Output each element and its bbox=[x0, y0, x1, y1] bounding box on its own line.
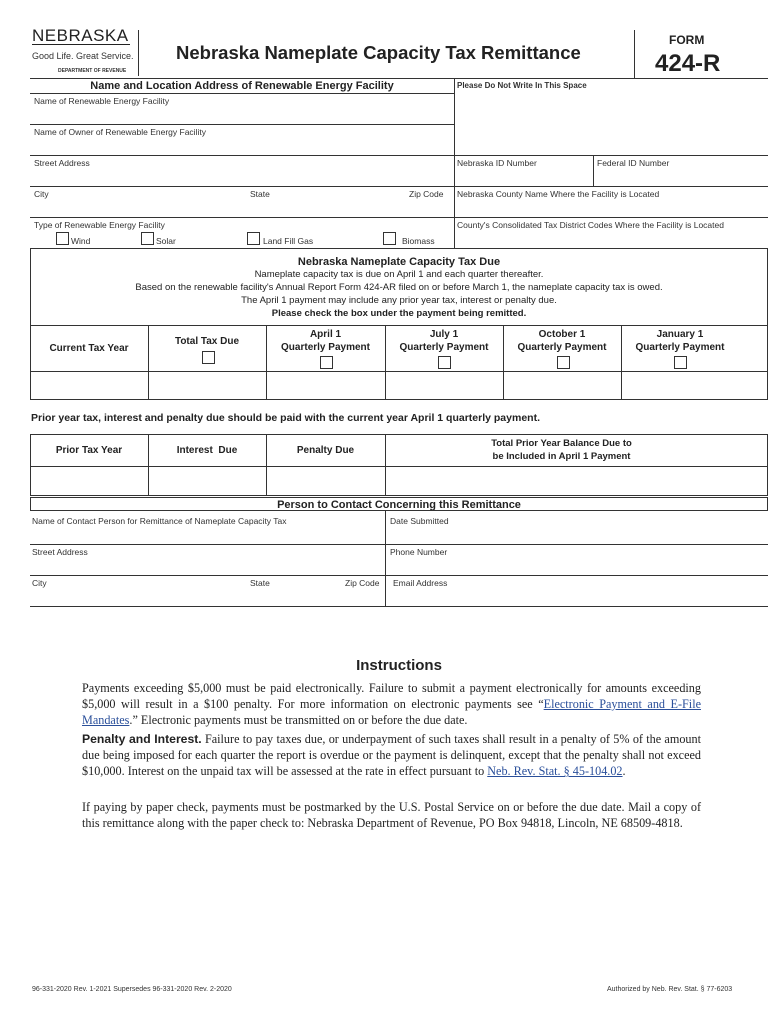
facility-city-label: City bbox=[34, 189, 49, 199]
instructions-title: Instructions bbox=[356, 657, 442, 674]
statute-link[interactable]: Neb. Rev. Stat. § 45-104.02 bbox=[487, 764, 623, 778]
logo-text: NEBRASKA bbox=[32, 26, 129, 45]
land-fill-gas-checkbox[interactable] bbox=[247, 232, 260, 245]
april-payment-checkbox[interactable] bbox=[320, 356, 333, 369]
interest-due-field[interactable] bbox=[149, 467, 266, 495]
july-header-line-1: July 1 bbox=[429, 329, 459, 340]
july-payment-field[interactable] bbox=[386, 372, 503, 400]
office-use-label: Please Do Not Write In This Space bbox=[457, 81, 587, 90]
october-header-line-2: Quarterly Payment bbox=[517, 342, 607, 353]
rule bbox=[30, 325, 768, 326]
april-header-line-1: April 1 bbox=[309, 329, 342, 340]
p2-text-a: Failure to pay taxes due, or underpayment of such taxes shall result in a penalty of 5% of the amount due being imposed for each quarter the report is overdue or the payment is delinquent, except that the penalty shall not exceed $10,000. Interest on the unpaid tax will be assessed at the rate in effect pursuant to bbox=[82, 732, 701, 778]
email-address-field[interactable] bbox=[386, 589, 768, 606]
wind-checkbox[interactable] bbox=[56, 232, 69, 245]
july-header-line-2: Quarterly Payment bbox=[399, 342, 489, 353]
biomass-checkbox[interactable] bbox=[383, 232, 396, 245]
facility-zip-label: Zip Code bbox=[409, 189, 444, 199]
rule bbox=[30, 510, 768, 511]
rule bbox=[30, 497, 768, 498]
penalty-due-field[interactable] bbox=[267, 467, 385, 495]
form-label: FORM bbox=[669, 33, 705, 47]
january-payment-field[interactable] bbox=[622, 372, 767, 400]
email-address-label: Email Address bbox=[393, 578, 448, 588]
tax-due-line-2: Based on the renewable facility's Annual Report Form 424-AR filed on or before March 1, the nameplate capacity tax is owed. bbox=[135, 282, 663, 293]
contact-section-title: Person to Contact Concerning this Remittance bbox=[277, 499, 521, 511]
prior-year-note: Prior year tax, interest and penalty due should be paid with the current year April 1 quarterly payment. bbox=[31, 412, 540, 424]
federal-id-label: Federal ID Number bbox=[597, 158, 670, 168]
footer-authority: Authorized by Neb. Rev. Stat. § 77-6203 bbox=[607, 986, 733, 993]
total-prior-balance-header-1: Total Prior Year Balance Due to bbox=[491, 438, 632, 449]
april-payment-field[interactable] bbox=[267, 372, 385, 400]
p1-text-a: Payments exceeding $5,000 must be paid electronically. Failure to submit a payment electronically for amounts exceeding $5,000 will result in a $100 penalty. For more information on electronic payments see “ bbox=[82, 681, 701, 711]
form-number-divider bbox=[634, 30, 635, 78]
logo-tagline: Good Life. Great Service. bbox=[32, 51, 134, 61]
facility-state-label: State bbox=[250, 189, 270, 199]
total-prior-balance-field[interactable] bbox=[386, 467, 767, 495]
october-payment-field[interactable] bbox=[504, 372, 621, 400]
contact-name-label: Name of Contact Person for Remittance of Nameplate Capacity Tax bbox=[32, 516, 287, 526]
october-header-line-1: October 1 bbox=[538, 329, 586, 340]
january-header-line-1: January 1 bbox=[656, 329, 704, 340]
tax-due-title: Nebraska Nameplate Capacity Tax Due bbox=[297, 256, 501, 268]
wind-label: Wind bbox=[71, 236, 91, 246]
solar-checkbox[interactable] bbox=[141, 232, 154, 245]
owner-name-field[interactable] bbox=[30, 138, 454, 155]
contact-state-label: State bbox=[250, 578, 270, 588]
rule bbox=[30, 155, 768, 156]
electronic-payment-link[interactable]: Electronic Payment and E-File Mandates bbox=[82, 697, 701, 727]
rule bbox=[30, 217, 768, 218]
october-payment-checkbox[interactable] bbox=[557, 356, 570, 369]
logo-department: DEPARTMENT OF REVENUE bbox=[58, 68, 127, 74]
facility-type-label: Type of Renewable Energy Facility bbox=[34, 220, 165, 230]
interest-due-header: Interest Due bbox=[176, 445, 238, 456]
penalty-interest-heading: Penalty and Interest. bbox=[82, 732, 202, 746]
january-payment-checkbox[interactable] bbox=[674, 356, 687, 369]
solar-label: Solar bbox=[156, 236, 176, 246]
facility-name-field[interactable] bbox=[30, 107, 454, 124]
county-name-label: Nebraska County Name Where the Facility is Located bbox=[457, 189, 660, 199]
facility-city-field[interactable] bbox=[30, 200, 454, 217]
tax-district-field[interactable] bbox=[455, 231, 768, 248]
land-fill-gas-label: Land Fill Gas bbox=[263, 236, 314, 246]
nebraska-id-field[interactable] bbox=[455, 169, 593, 186]
total-tax-due-field[interactable] bbox=[149, 372, 266, 400]
p1-text-b: .” Electronic payments must be transmitted on or before the due date. bbox=[129, 713, 468, 727]
tax-district-label: County's Consolidated Tax District Codes Where the Facility is Located bbox=[457, 220, 724, 230]
july-payment-checkbox[interactable] bbox=[438, 356, 451, 369]
logo-divider bbox=[138, 30, 139, 76]
facility-top-rule bbox=[30, 78, 768, 79]
facility-title-rule bbox=[30, 93, 454, 94]
total-tax-due-header: Total Tax Due bbox=[174, 336, 240, 347]
form-title: Nebraska Nameplate Capacity Tax Remittance bbox=[176, 42, 581, 63]
logo-rule bbox=[32, 44, 130, 45]
form-number: 424-R bbox=[655, 50, 721, 77]
contact-street-field[interactable] bbox=[30, 558, 385, 575]
federal-id-field[interactable] bbox=[594, 169, 768, 186]
date-submitted-label: Date Submitted bbox=[390, 516, 449, 526]
phone-number-label: Phone Number bbox=[390, 547, 448, 557]
footer-revision: 96-331-2020 Rev. 1-2021 Supersedes 96-331-2020 Rev. 2-2020 bbox=[32, 986, 232, 993]
instructions-paragraph-mail: If paying by paper check, payments must be postmarked by the U.S. Postal Service on or before the due date. Mail a copy of this remittance along with the paper check to: Nebraska Department of Revenue, PO Box 94818, Lincoln, NE 68509-4818. bbox=[82, 800, 701, 830]
contact-name-field[interactable] bbox=[30, 527, 385, 544]
rule bbox=[30, 186, 768, 187]
facility-mid-divider bbox=[454, 78, 455, 248]
instructions-paragraph-electronic bbox=[82, 680, 701, 728]
tax-due-line-4: Please check the box under the payment being remitted. bbox=[271, 308, 527, 319]
county-name-field[interactable] bbox=[455, 200, 768, 217]
prior-tax-year-field[interactable] bbox=[31, 467, 148, 495]
facility-street-label: Street Address bbox=[34, 158, 90, 168]
facility-section-title: Name and Location Address of Renewable Energy Facility bbox=[90, 80, 394, 92]
p2-text-b: . bbox=[622, 764, 626, 778]
date-submitted-field[interactable] bbox=[386, 527, 768, 544]
owner-name-label: Name of Owner of Renewable Energy Facility bbox=[34, 127, 206, 137]
rule bbox=[30, 124, 454, 125]
total-prior-balance-header-2: be Included in April 1 Payment bbox=[492, 451, 631, 462]
penalty-due-header: Penalty Due bbox=[296, 445, 355, 456]
total-tax-due-checkbox[interactable] bbox=[202, 351, 215, 364]
tax-due-line-1: Nameplate capacity tax is due on April 1 and each quarter thereafter. bbox=[254, 269, 544, 280]
facility-name-label: Name of Renewable Energy Facility bbox=[34, 96, 170, 106]
january-header-line-2: Quarterly Payment bbox=[635, 342, 725, 353]
contact-zip-label: Zip Code bbox=[345, 578, 380, 588]
current-tax-year-field[interactable] bbox=[31, 372, 148, 400]
contact-city-label: City bbox=[32, 578, 47, 588]
facility-street-field[interactable] bbox=[30, 169, 454, 186]
biomass-label: Biomass bbox=[402, 236, 435, 246]
instructions-paragraph-penalty bbox=[82, 731, 701, 779]
phone-number-field[interactable] bbox=[386, 558, 768, 575]
contact-city-field[interactable] bbox=[30, 589, 385, 606]
prior-tax-year-header: Prior Tax Year bbox=[55, 445, 123, 456]
april-header-line-2: Quarterly Payment bbox=[281, 342, 370, 353]
rule bbox=[30, 606, 768, 607]
current-tax-year-header: Current Tax Year bbox=[49, 343, 129, 354]
rule bbox=[30, 575, 768, 576]
contact-street-label: Street Address bbox=[32, 547, 88, 557]
tax-due-line-3: The April 1 payment may include any prior year tax, interest or penalty due. bbox=[241, 295, 557, 306]
nebraska-id-label: Nebraska ID Number bbox=[457, 158, 537, 168]
rule bbox=[30, 544, 768, 545]
